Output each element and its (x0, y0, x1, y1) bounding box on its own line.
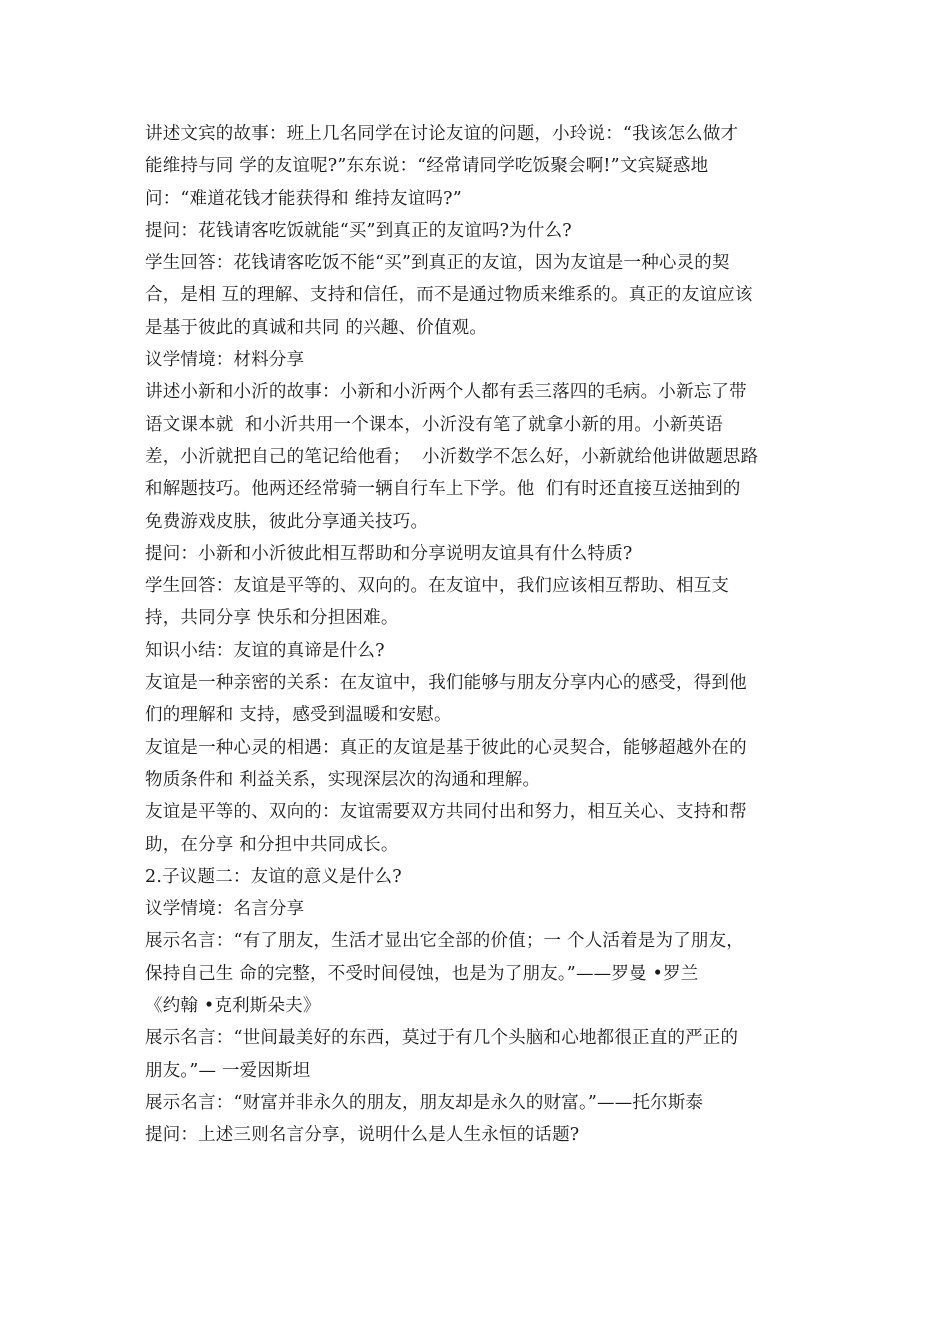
text-line: 讲述小新和小沂的故事：小新和小沂两个人都有丢三落四的毛病。小新忘了带 (145, 382, 747, 403)
text-line: 友谊是一种心灵的相遇：真正的友谊是基于彼此的心灵契合，能够超越外在的 (145, 737, 747, 758)
text-line: 议学情境：名言分享 (145, 899, 305, 920)
text-line: 讲述文宾的故事：班上几名同学在讨论友谊的问题，小玲说：“我该怎么做才 (145, 124, 739, 144)
text-line: 学生回答：花钱请客吃饭不能“买”到真正的友谊，因为友谊是一种心灵的契 (145, 253, 730, 274)
text-line: 问：“难道花钱才能获得和 维持友谊吗?” (145, 188, 462, 209)
text-line: 保持自己生 命的完整，不受时间侵蚀，也是为了朋友。”——罗曼 •罗兰 (145, 963, 699, 984)
text-line: 提问：小新和小沂彼此相互帮助和分享说明友谊具有什么特质? (145, 543, 633, 564)
document-body (145, 118, 825, 1152)
text-line: 物质条件和 利益关系，实现深层次的沟通和理解。 (145, 769, 541, 790)
text-line: 语文课本就 和小沂共用一个课本，小沂没有笔了就拿小新的用。小新英语 (145, 414, 723, 435)
text-line: 提问：上述三则名言分享，说明什么是人生永恒的话题? (145, 1125, 580, 1146)
text-line: 议学情境：材料分享 (145, 350, 305, 371)
text-line: 是基于彼此的真诚和共同 的兴趣、价值观。 (145, 317, 488, 338)
text-line: 和解题技巧。他两还经常骑一辆自行车上下学。他 们有时还直接互送抽到的 (145, 479, 741, 500)
text-line: 合，是相 互的理解、支持和信任，而不是通过物质来维系的。真正的友谊应该 (145, 285, 753, 306)
text-line: 助，在分享 和分担中共同成长。 (145, 834, 399, 855)
text-line: 差，小沂就把自己的笔记给他看； 小沂数学不怎么好，小新就给他讲做题思路 (145, 446, 759, 467)
text-line: 学生回答：友谊是平等的、双向的。在友谊中，我们应该相互帮助、相互支 (145, 576, 730, 597)
text-line: 友谊是平等的、双向的：友谊需要双方共同付出和努力，相互关心、支持和帮 (145, 802, 747, 823)
text-line: 提问：花钱请客吃饭就能“买”到真正的友谊吗?为什么? (145, 220, 572, 241)
text-line: 2.子议题二：友谊的意义是什么? (145, 866, 402, 887)
text-line: 展示名言：“有了朋友，生活才显出它全部的价值；一 个人活着是为了朋友， (145, 931, 745, 952)
text-line: 展示名言：“世间最美好的东西，莫过于有几个头脑和心地都很正直的严正的 (145, 1028, 739, 1049)
text-line: 知识小结：友谊的真谛是什么? (145, 640, 385, 661)
text-line: 朋友。”— 一爱因斯坦 (145, 1060, 311, 1081)
text-line: 持，共同分享 快乐和分担困难。 (145, 608, 399, 629)
text-line: 友谊是一种亲密的关系：在友谊中，我们能够与朋友分享内心的感受，得到他 (145, 673, 747, 694)
text-line: 展示名言：“财富并非永久的朋友，朋友却是永久的财富。”——托尔斯泰 (145, 1092, 704, 1113)
text-line: 《约翰 •克利斯朵夫》 (145, 996, 321, 1017)
text-line: 们的理解和 支持，感受到温暖和安慰。 (145, 705, 452, 726)
text-line: 免费游戏皮肤，彼此分享通关技巧。 (145, 511, 429, 532)
text-line: 能维持与同 学的友谊呢?”东东说：“经常请同学吃饭聚会啊!”文宾疑惑地 (145, 156, 709, 177)
